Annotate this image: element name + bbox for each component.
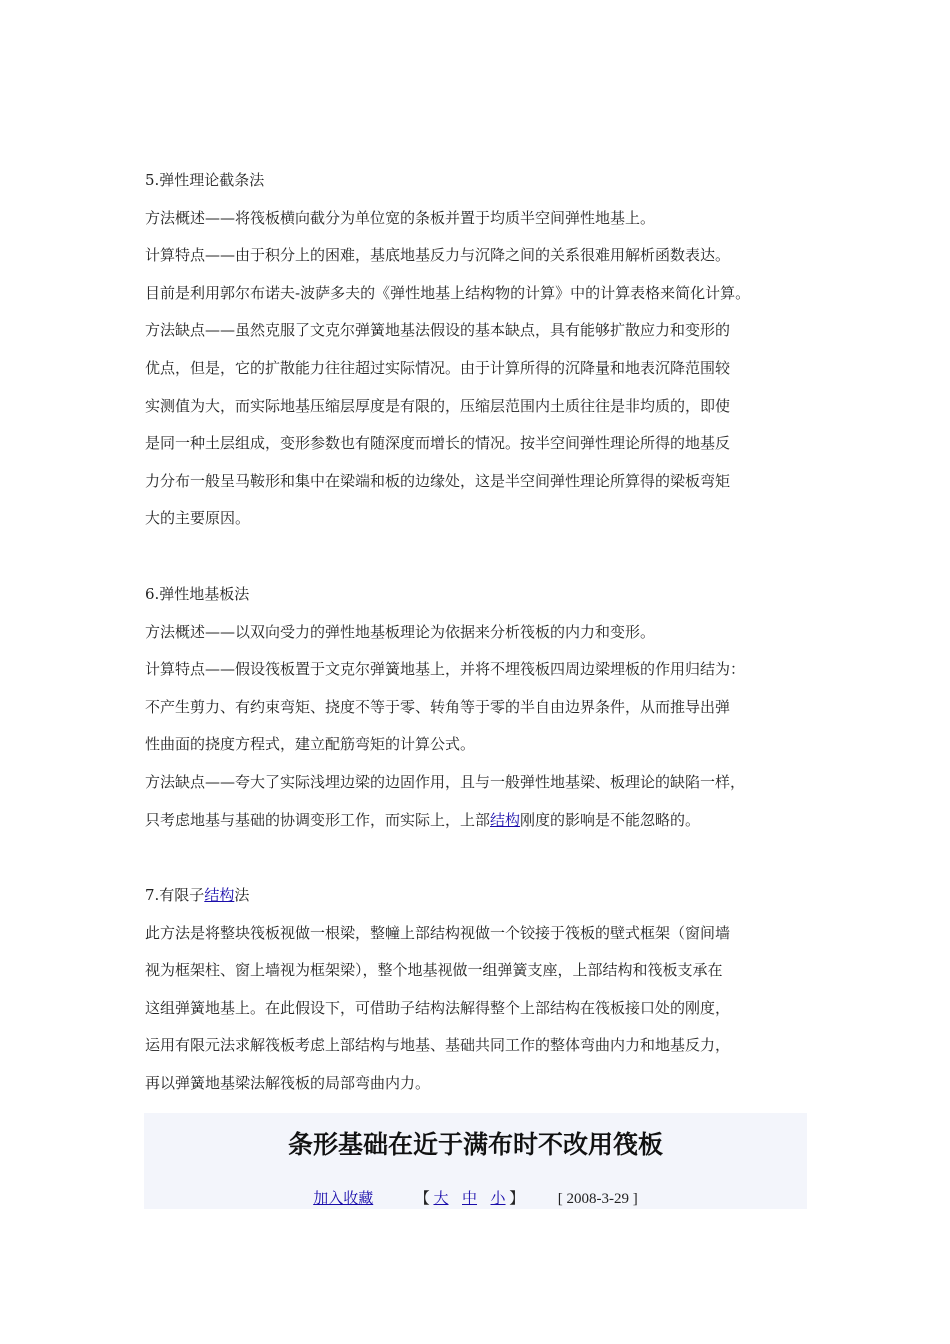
paragraph-line: 方法缺点——虽然克服了文克尔弹簧地基法假设的基本缺点，具有能够扩散应力和变形的: [145, 321, 731, 340]
text-before-link: 只考虑地基与基础的协调变形工作，而实际上，上部: [145, 810, 491, 829]
paragraph-line: 不产生剪力、有约束弯矩、挠度不等于零、转角等于零的半自由边界条件，从而推导出弹: [145, 697, 731, 716]
bracket-close: 】: [509, 1191, 525, 1207]
paragraph-line: 计算特点——由于积分上的困难，基底地基反力与沉降之间的关系很难用解析函数表达。: [145, 246, 731, 265]
font-size-large-link[interactable]: 大: [433, 1191, 449, 1207]
paragraph-line: 方法概述——将筏板横向截分为单位宽的条板并置于均质半空间弹性地基上。: [145, 208, 656, 227]
paragraph-line: 运用有限元法求解筏板考虑上部结构与地基、基础共同工作的整体弯曲内力和地基反力，: [145, 1036, 731, 1055]
article-toolbar: [144, 1187, 807, 1208]
section-6-heading: 6.弹性地基板法: [145, 584, 250, 603]
heading-text-after: 法: [234, 886, 250, 905]
text-after-link: 刚度的影响是不能忽略的。: [520, 810, 701, 829]
heading-text-before: 7.有限子: [145, 886, 205, 905]
paragraph-line: 大的主要原因。: [145, 509, 251, 528]
paragraph-line: 视为框架柱、窗上墙视为框架梁），整个地基视做一组弹簧支座，上部结构和筏板支承在: [145, 961, 723, 980]
section-7-heading: [145, 877, 825, 915]
font-size-medium-link[interactable]: 中: [462, 1191, 478, 1207]
paragraph-line: 方法概述——以双向受力的弹性地基板理论为依据来分析筏板的内力和变形。: [145, 622, 656, 641]
paragraph-line: 计算特点——假设筏板置于文克尔弹簧地基上，并将不埋筏板四周边梁埋板的作用归结为：: [145, 660, 746, 679]
paragraph-line: 力分布一般呈马鞍形和集中在梁端和板的边缘处，这是半空间弹性理论所算得的梁板弯矩: [145, 471, 731, 490]
paragraph-line: 实测值为大，而实际地基压缩层厚度是有限的，压缩层范围内土质往往是非均质的，即使: [145, 396, 731, 415]
bracket-open: 【: [414, 1191, 430, 1207]
paragraph-line: 优点，但是，它的扩散能力往往超过实际情况。由于计算所得的沉降量和地表沉降范围较: [145, 358, 731, 377]
structure-link[interactable]: 结构: [490, 810, 521, 829]
paragraph-line: 方法缺点——夸大了实际浅埋边梁的边固作用，且与一般弹性地基梁、板理论的缺陷一样，: [145, 772, 746, 791]
section-spacer: [145, 538, 825, 576]
paragraph-line: 是同一种土层组成，变形参数也有随深度而增长的情况。按半空间弹性理论所得的地基反: [145, 434, 731, 453]
paragraph-line: 此方法是将整块筏板视做一根梁，整幢上部结构视做一个铰接于筏板的壁式框架（窗间墙: [145, 923, 731, 942]
article-body: [145, 162, 825, 1103]
related-article-title: 条形基础在近于满布时不改用筏板: [287, 1130, 663, 1159]
add-to-favorites-link[interactable]: 加入收藏: [313, 1191, 374, 1207]
paragraph-line: 这组弹簧地基上。在此假设下，可借助子结构法解得整个上部结构在筏板接口处的刚度，: [145, 998, 731, 1017]
section-5-heading: 5.弹性理论截条法: [145, 171, 265, 189]
font-size-small-link[interactable]: 小: [490, 1191, 506, 1207]
paragraph-line: 目前是利用郭尔布诺夫-波萨多夫的《弹性地基上结构物的计算》中的计算表格来简化计算。: [145, 283, 751, 302]
related-article-box: [144, 1113, 807, 1209]
paragraph-line: 再以弹簧地基梁法解筏板的局部弯曲内力。: [145, 1074, 431, 1093]
structure-link[interactable]: 结构: [204, 886, 235, 905]
publish-date: [ 2008-3-29 ]: [557, 1191, 638, 1207]
paragraph-line: 性曲面的挠度方程式，建立配筋弯矩的计算公式。: [145, 735, 476, 754]
paragraph-line-with-link: [145, 802, 825, 840]
section-spacer: [145, 839, 825, 877]
